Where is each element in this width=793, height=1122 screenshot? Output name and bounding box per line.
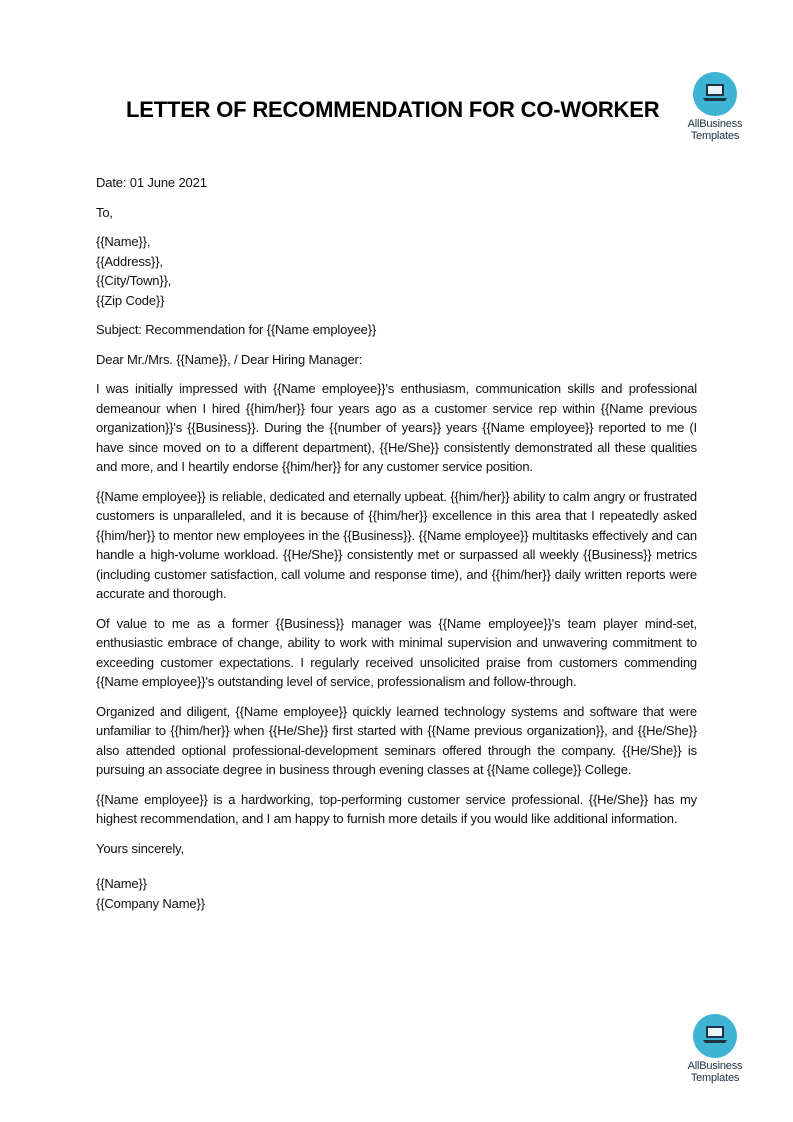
logo-line-1: AllBusiness xyxy=(687,118,743,130)
letter-body xyxy=(96,173,697,913)
laptop-icon xyxy=(693,1014,737,1058)
paragraph-2: {{Name employee}} is reliable, dedicated and eternally upbeat. {{him/her}} ability to calm angry or frustrated customers is unparalleled, and it is because of {{him/her}} excellence in this area that I repeatedly asked {{him/her}} to mentor new employees in the {{Business}}. {{Name employee}} multitasks effectively and can handle a high-volume workload. {{He/She}} consistently met or surpassed all weekly {{Business}} metrics (including customer satisfaction, call volume and response time), and {{him/her}} daily written reports were accurate and thorough. xyxy=(96,488,697,601)
signature-company: {{Company Name}} xyxy=(96,895,205,911)
paragraph-1: I was initially impressed with {{Name employee}}'s enthusiasm, communication skills and professional demeanour when I hired {{him/her}} four years ago as a customer service rep within {{Name previous organization}}'s {{Business}}. During the {{number of years}} years {{Name employee}} reported to me (I have since moved on to a different department), {{He/She}} consistently demonstrated all these qualities and more, and I heartily endorse {{him/her}} for any customer service position. xyxy=(96,381,697,474)
company-logo-top xyxy=(675,72,755,142)
logo-line-2: Templates xyxy=(690,1072,740,1084)
signature-name: {{Name}} xyxy=(96,876,147,891)
closing-line: Yours sincerely, xyxy=(96,840,184,856)
date-line: Date: 01 June 2021 xyxy=(96,175,207,190)
logo-line-1: AllBusiness xyxy=(687,1060,743,1072)
recipient-name: {{Name}}, xyxy=(96,234,151,249)
signature-block xyxy=(96,874,697,913)
salutation: Dear Mr./Mrs. {{Name}}, / Dear Hiring Manager: xyxy=(96,351,363,367)
paragraph-4: Organized and diligent, {{Name employee}} quickly learned technology systems and software that were unfamiliar to {{him/her}} when {{He/She}} first started with {{Name previous organization}}, and {{He/She}} also attended optional professional-development seminars offered through the company. {{He/She}} is pursuing an associate degree in business through evening classes at {{Name college}} College. xyxy=(96,703,697,777)
page-title: LETTER OF RECOMMENDATION FOR CO-WORKER xyxy=(126,97,660,122)
recipient-address: {{Address}}, xyxy=(96,253,163,269)
recipient-zip: {{Zip Code}} xyxy=(96,292,165,308)
recipient-block xyxy=(96,232,697,310)
recipient-city: {{City/Town}}, xyxy=(96,273,172,288)
subject-line: Subject: Recommendation for {{Name employee}} xyxy=(96,322,377,337)
paragraph-3: Of value to me as a former {{Business}} manager was {{Name employee}}'s team player mind-set, enthusiastic embrace of change, ability to work with minimal supervision and unwavering commitment to exceeding customer expectations. I regularly received unsolicited praise from customers commending {{Name employee}}'s outstanding level of service, professionalism and follow-through. xyxy=(96,615,697,689)
paragraph-5: {{Name employee}} is a hardworking, top-performing customer service professional. {{He/She}} has my highest recommendation, and I am happy to furnish more details if you would like additional information. xyxy=(96,791,697,826)
company-logo-bottom xyxy=(675,1014,755,1084)
laptop-icon xyxy=(693,72,737,116)
logo-line-2: Templates xyxy=(690,130,740,142)
to-line: To, xyxy=(96,204,113,220)
